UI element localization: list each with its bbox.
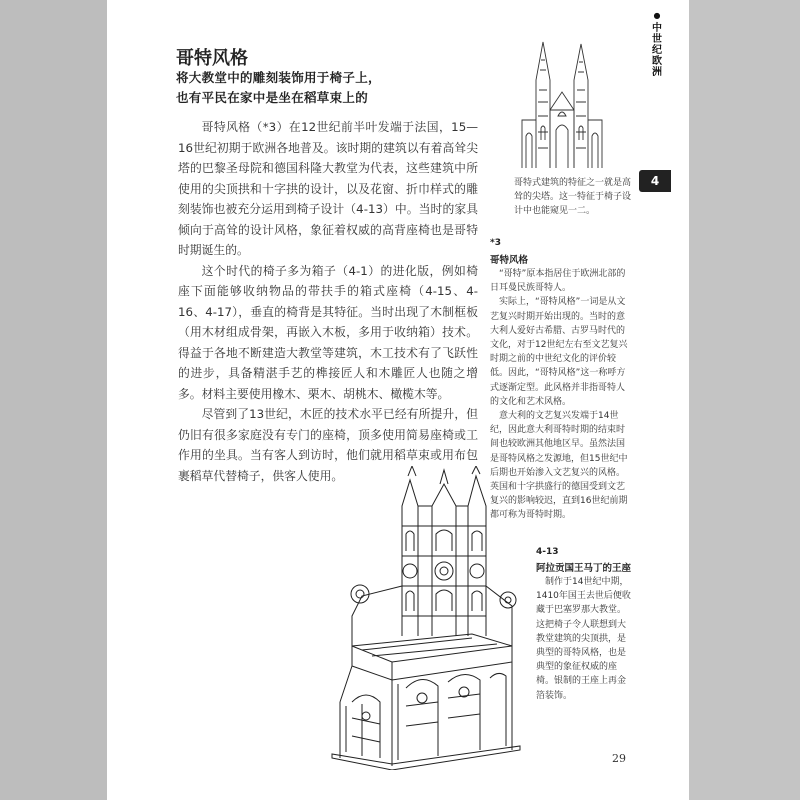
note-paragraph-1: “哥特”原本指居住于欧洲北部的日耳曼民族哥特人。: [490, 269, 626, 294]
page-number: 29: [612, 752, 626, 765]
figure-caption-paragraph: 制作于14世纪中期，1410年国王去世后便收藏于巴塞罗那大教堂。这把椅子令人联想到大教堂建筑的尖顶拱，是典型的哥特风格，也是典型的象征权威的座椅。银制的王座上再金箔装饰。: [536, 577, 631, 701]
bullet-dot-icon: ●: [653, 11, 661, 20]
section-subtitle-line-2: 也有平民在家中是坐在稻草束上的: [176, 90, 369, 105]
figure-title: 阿拉贡国王马丁的王座: [536, 563, 632, 574]
note-title: 哥特风格: [490, 255, 529, 266]
book-gutter-left: [0, 0, 107, 800]
throne-illustration: [322, 466, 522, 770]
body-paragraph-1: 哥特风格（*3）在12世纪前半叶发端于法国，15—16世纪初期于欧洲各地普及。该时期的建筑以有着高耸尖塔的巴黎圣母院和德国科隆大教堂为代表，这些建筑中所使用的尖顶拱和十字拱的设计，以及花窗、折巾样式的雕刻装饰也被充分运用到椅子设计（4-13）中。当时的家具倾向于高耸的设计风格，象征着权威的高背座椅也是哥特时期诞生的。: [178, 120, 478, 257]
chapter-number-tab: [639, 170, 671, 192]
note-paragraph-2: 实际上，“哥特风格”一词是从文艺复兴时期开始出现的。当时的意大利人爱好古希腊、古罗马时代的文化，对于12世纪左右至文艺复兴时期之前的中世纪文化的评价较低。因此，“哥特风格”这一称呼方式逐渐定型。此风格并非指哥特人的文化和艺术风格。: [490, 297, 628, 407]
main-body-text: [178, 117, 478, 486]
note-number: *3: [490, 238, 501, 248]
body-paragraph-3: 尽管到了13世纪，木匠的技术水平已经有所提升，但仍旧有很多家庭没有专门的座椅，顶多使用简易座椅或工作用的坐具。当有客人到访时，他们就用稻草束或用布包裹稻草代替椅子，供客人使用。: [178, 407, 478, 483]
chapter-side-text: 中世纪欧洲: [652, 23, 662, 78]
figure-number: 4-13: [536, 547, 559, 557]
chapter-side-label: [649, 10, 665, 78]
section-title: 哥特风格: [176, 48, 248, 69]
cathedral-caption: 哥特式建筑的特征之一就是高耸的尖塔。这一特征于椅子设计中也能窥见一二。: [514, 178, 632, 216]
body-paragraph-2: 这个时代的椅子多为箱子（4-1）的进化版，例如椅座下面能够收纳物品的带扶手的箱式座椅（4-15、4-16、4-17），垂直的椅背是其特征。当时出现了木制框板（用木材组成骨架，再嵌入木板，多用于收纳箱）技术。得益于各地不断建造大教堂等建筑，木工技术有了飞跃性的进步，具备精湛手艺的榫接匠人和木雕匠人也随之增多。材料主要使用橡木、栗木、胡桃木、橄榄木等。: [178, 263, 478, 401]
figure-caption: [536, 575, 632, 703]
cathedral-illustration: [516, 40, 608, 170]
chapter-number: 4: [650, 174, 660, 188]
section-subtitle-line-1: 将大教堂中的雕刻装饰用于椅子上，: [176, 70, 381, 85]
note-paragraph-3: 意大利的文艺复兴发端于14世纪，因此意大利哥特时期的结束时间也较欧洲其他地区早。虽然法国是哥特风格之发源地，但15世纪中后期也开始渗入文艺复兴的风格。英国和十字拱盛行的德国受到文艺复兴的影响较迟，直到16世纪前期都可称为哥特时期。: [490, 411, 628, 521]
book-edge-right: [689, 0, 800, 800]
